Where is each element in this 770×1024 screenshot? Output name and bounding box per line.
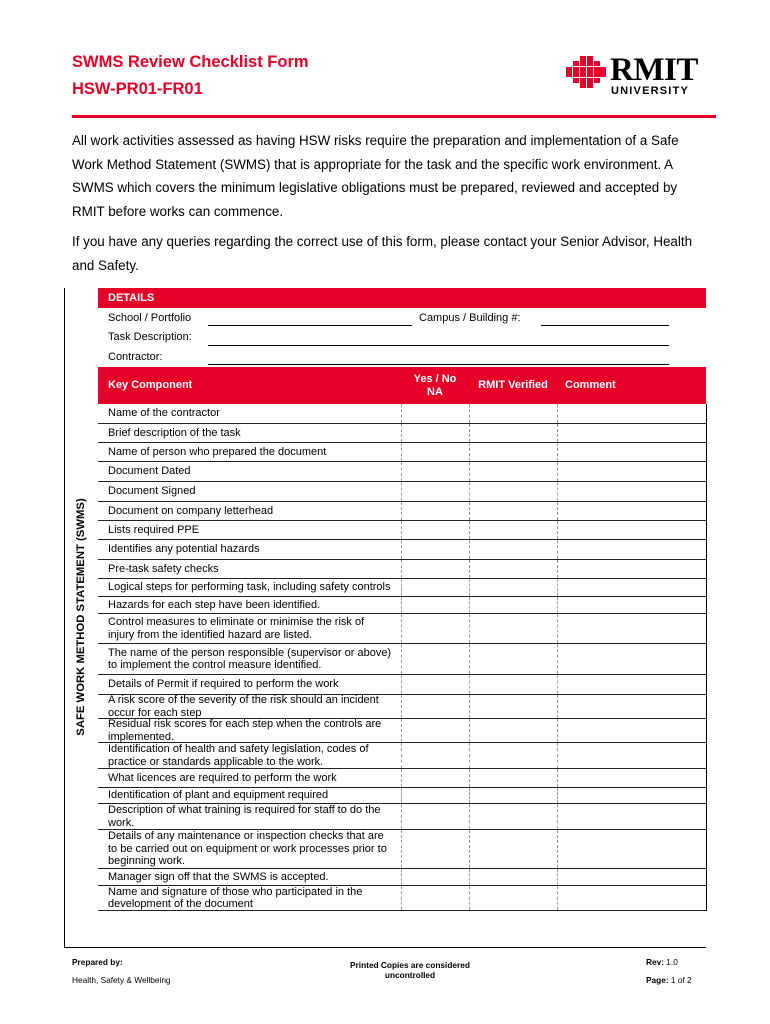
yes-no-header bbox=[401, 373, 469, 399]
comment-cell[interactable] bbox=[557, 719, 707, 742]
yes-no-cell[interactable] bbox=[401, 886, 470, 910]
yes-no-cell[interactable] bbox=[401, 443, 470, 461]
key-component-label: Pre-task safety checks bbox=[108, 562, 219, 575]
key-component-label: Lists required PPE bbox=[108, 523, 200, 536]
table-row bbox=[98, 560, 706, 579]
intro-paragraph: All work activities assessed as having HSW risks require the preparation and implementation of a Safe Work Method Statement (SWMS) that is appropriate for the task and the specific work environment. A SWMS which covers the minimum legislative obligations must be prepared, reviewed and accepted by RMIT before works can commence. bbox=[72, 133, 679, 220]
yes-no-cell[interactable] bbox=[401, 695, 470, 718]
table-row bbox=[98, 743, 706, 769]
yes-no-cell[interactable] bbox=[401, 597, 470, 613]
comment-header: Comment bbox=[565, 379, 616, 391]
school-field[interactable] bbox=[208, 325, 412, 326]
verified-cell[interactable] bbox=[469, 769, 558, 787]
campus-field[interactable] bbox=[541, 325, 669, 326]
logo-wordmark: RMIT bbox=[610, 52, 698, 88]
comment-cell[interactable] bbox=[557, 830, 707, 868]
table-row bbox=[98, 521, 706, 540]
verified-cell[interactable] bbox=[469, 560, 558, 578]
verified-cell[interactable] bbox=[469, 614, 558, 643]
table-row bbox=[98, 695, 706, 719]
comment-cell[interactable] bbox=[557, 769, 707, 787]
comment-cell[interactable] bbox=[557, 869, 707, 885]
verified-cell[interactable] bbox=[469, 886, 558, 910]
key-component-header: Key Component bbox=[108, 379, 193, 391]
printed-line1: Printed Copies are considered bbox=[350, 960, 470, 970]
page-number bbox=[646, 975, 692, 985]
checklist-header bbox=[98, 367, 706, 404]
page-value: 1 of 2 bbox=[670, 975, 692, 985]
key-component-label: Identifies any potential hazards bbox=[108, 543, 260, 556]
key-component-label: Hazards for each step have been identified. bbox=[108, 598, 321, 611]
comment-cell[interactable] bbox=[557, 644, 707, 674]
yes-no-cell[interactable] bbox=[401, 769, 470, 787]
table-row bbox=[98, 719, 706, 743]
verified-cell[interactable] bbox=[469, 830, 558, 868]
table-row bbox=[98, 804, 706, 830]
side-label: SAFE WORK METHOD STATEMENT (SWMS) bbox=[75, 498, 87, 736]
contact-paragraph: If you have any queries regarding the correct use of this form, please contact your Senior Advisor, Health and Safety. bbox=[72, 234, 693, 273]
comment-cell[interactable] bbox=[557, 424, 707, 442]
comment-cell[interactable] bbox=[557, 614, 707, 643]
pixel-logo-icon bbox=[566, 56, 606, 88]
comment-cell[interactable] bbox=[557, 540, 707, 559]
verified-cell[interactable] bbox=[469, 540, 558, 559]
key-component-label: Identification of health and safety legislation, codes of practice or standards applicable to the work. bbox=[108, 743, 369, 768]
rev-label: Rev: bbox=[646, 957, 664, 967]
verified-cell[interactable] bbox=[469, 788, 558, 803]
verified-cell[interactable] bbox=[469, 443, 558, 461]
comment-cell[interactable] bbox=[557, 675, 707, 694]
school-label: School / Portfolio bbox=[108, 312, 192, 324]
logo-subtitle: UNIVERSITY bbox=[611, 85, 690, 97]
yes-no-cell[interactable] bbox=[401, 540, 470, 559]
comment-cell[interactable] bbox=[557, 521, 707, 539]
key-component-label: Logical steps for performing task, including safety controls bbox=[108, 581, 391, 594]
prepared-by-label: Prepared by: bbox=[72, 957, 123, 967]
yes-no-cell[interactable] bbox=[401, 404, 470, 423]
checklist-rows bbox=[98, 404, 707, 911]
yes-no-cell[interactable] bbox=[401, 804, 470, 829]
verified-cell[interactable] bbox=[469, 521, 558, 539]
verified-cell[interactable] bbox=[469, 462, 558, 481]
details-heading-bar bbox=[98, 288, 706, 308]
yes-no-cell[interactable] bbox=[401, 830, 470, 868]
details-heading: DETAILS bbox=[108, 292, 155, 304]
table-row bbox=[98, 443, 706, 462]
verified-cell[interactable] bbox=[469, 675, 558, 694]
comment-cell[interactable] bbox=[557, 579, 707, 596]
verified-cell[interactable] bbox=[469, 719, 558, 742]
key-component-label: A risk score of the severity of the risk should an incident occur for each step bbox=[108, 694, 379, 719]
key-component-label: Details of any maintenance or inspection checks that are to be carried out on equipment or work processes prior to beginning work. bbox=[108, 830, 387, 868]
key-component-label: Name and signature of those who participated in the development of the document bbox=[108, 885, 363, 910]
yes-no-cell[interactable] bbox=[401, 644, 470, 674]
key-component-label: Residual risk scores for each step when the controls are implemented. bbox=[108, 718, 382, 743]
verified-cell[interactable] bbox=[469, 644, 558, 674]
yes-no-header-text: Yes / No bbox=[413, 373, 457, 385]
rmit-logo bbox=[566, 53, 706, 99]
yes-no-cell[interactable] bbox=[401, 502, 470, 520]
task-label: Task Description: bbox=[108, 331, 192, 343]
key-component-label: Identification of plant and equipment required bbox=[108, 789, 329, 802]
table-row bbox=[98, 424, 706, 443]
comment-cell[interactable] bbox=[557, 788, 707, 803]
na-header-text: NA bbox=[427, 386, 443, 398]
printed-copies-notice bbox=[320, 960, 500, 980]
yes-no-cell[interactable] bbox=[401, 675, 470, 694]
comment-cell[interactable] bbox=[557, 482, 707, 501]
task-field[interactable] bbox=[208, 345, 669, 346]
comment-cell[interactable] bbox=[557, 502, 707, 520]
verified-cell[interactable] bbox=[469, 502, 558, 520]
contractor-label: Contractor: bbox=[108, 351, 163, 363]
comment-cell[interactable] bbox=[557, 695, 707, 718]
yes-no-cell[interactable] bbox=[401, 579, 470, 596]
table-row bbox=[98, 579, 706, 597]
yes-no-cell[interactable] bbox=[401, 869, 470, 885]
form-code: HSW-PR01-FR01 bbox=[72, 80, 203, 98]
table-row bbox=[98, 597, 706, 614]
verified-cell[interactable] bbox=[469, 597, 558, 613]
key-component-label: The name of the person responsible (supervisor or above) to implement the control measure identified. bbox=[108, 646, 392, 671]
comment-cell[interactable] bbox=[557, 886, 707, 910]
comment-cell[interactable] bbox=[557, 404, 707, 423]
comment-cell[interactable] bbox=[557, 462, 707, 481]
key-component-label: Name of person who prepared the document bbox=[108, 445, 327, 458]
campus-label: Campus / Building #: bbox=[419, 312, 521, 324]
comment-cell[interactable] bbox=[557, 597, 707, 613]
key-component-label: Name of the contractor bbox=[108, 407, 220, 420]
rev-value: 1.0 bbox=[666, 957, 678, 967]
table-row bbox=[98, 644, 706, 675]
key-component-label: Manager sign off that the SWMS is accepted. bbox=[108, 870, 329, 883]
yes-no-cell[interactable] bbox=[401, 614, 470, 643]
yes-no-cell[interactable] bbox=[401, 462, 470, 481]
revision bbox=[646, 957, 678, 967]
yes-no-cell[interactable] bbox=[401, 521, 470, 539]
verified-cell[interactable] bbox=[469, 869, 558, 885]
prepared-by-value: Health, Safety & Wellbeing bbox=[72, 975, 171, 985]
verified-header: RMIT Verified bbox=[478, 379, 548, 391]
verified-cell[interactable] bbox=[469, 424, 558, 442]
verified-cell[interactable] bbox=[469, 804, 558, 829]
table-row bbox=[98, 886, 706, 911]
yes-no-cell[interactable] bbox=[401, 424, 470, 442]
comment-cell[interactable] bbox=[557, 443, 707, 461]
table-row bbox=[98, 788, 706, 804]
key-component-label: Document Signed bbox=[108, 485, 196, 498]
verified-cell[interactable] bbox=[469, 695, 558, 718]
table-row bbox=[98, 482, 706, 502]
table-row bbox=[98, 404, 706, 424]
yes-no-cell[interactable] bbox=[401, 560, 470, 578]
table-row bbox=[98, 769, 706, 788]
header-divider bbox=[72, 115, 716, 118]
verified-cell[interactable] bbox=[469, 482, 558, 501]
table-row bbox=[98, 869, 706, 886]
yes-no-cell[interactable] bbox=[401, 743, 470, 768]
form-title: SWMS Review Checklist Form bbox=[72, 53, 309, 71]
yes-no-cell[interactable] bbox=[401, 482, 470, 501]
table-row bbox=[98, 540, 706, 560]
key-component-label: Brief description of the task bbox=[108, 426, 241, 439]
table-row bbox=[98, 502, 706, 521]
key-component-label: Document Dated bbox=[108, 465, 191, 478]
table-row bbox=[98, 830, 706, 869]
verified-cell[interactable] bbox=[469, 743, 558, 768]
comment-cell[interactable] bbox=[557, 560, 707, 578]
table-row bbox=[98, 675, 706, 695]
table-row bbox=[98, 462, 706, 482]
comment-cell[interactable] bbox=[557, 743, 707, 768]
key-component-label: Details of Permit if required to perform the work bbox=[108, 678, 339, 691]
verified-cell[interactable] bbox=[469, 404, 558, 423]
key-component-label: Description of what training is required for staff to do the work. bbox=[108, 804, 381, 829]
contractor-field[interactable] bbox=[208, 364, 669, 365]
yes-no-cell[interactable] bbox=[401, 719, 470, 742]
key-component-label: Control measures to eliminate or minimise the risk of injury from the identified hazard are listed. bbox=[108, 616, 365, 641]
comment-cell[interactable] bbox=[557, 804, 707, 829]
table-row bbox=[98, 614, 706, 644]
yes-no-cell[interactable] bbox=[401, 788, 470, 803]
page-label: Page: bbox=[646, 975, 669, 985]
key-component-label: Document on company letterhead bbox=[108, 504, 274, 517]
verified-cell[interactable] bbox=[469, 579, 558, 596]
footer-divider bbox=[64, 947, 706, 948]
printed-line2: uncontrolled bbox=[384, 970, 436, 980]
key-component-label: What licences are required to perform the work bbox=[108, 771, 337, 784]
